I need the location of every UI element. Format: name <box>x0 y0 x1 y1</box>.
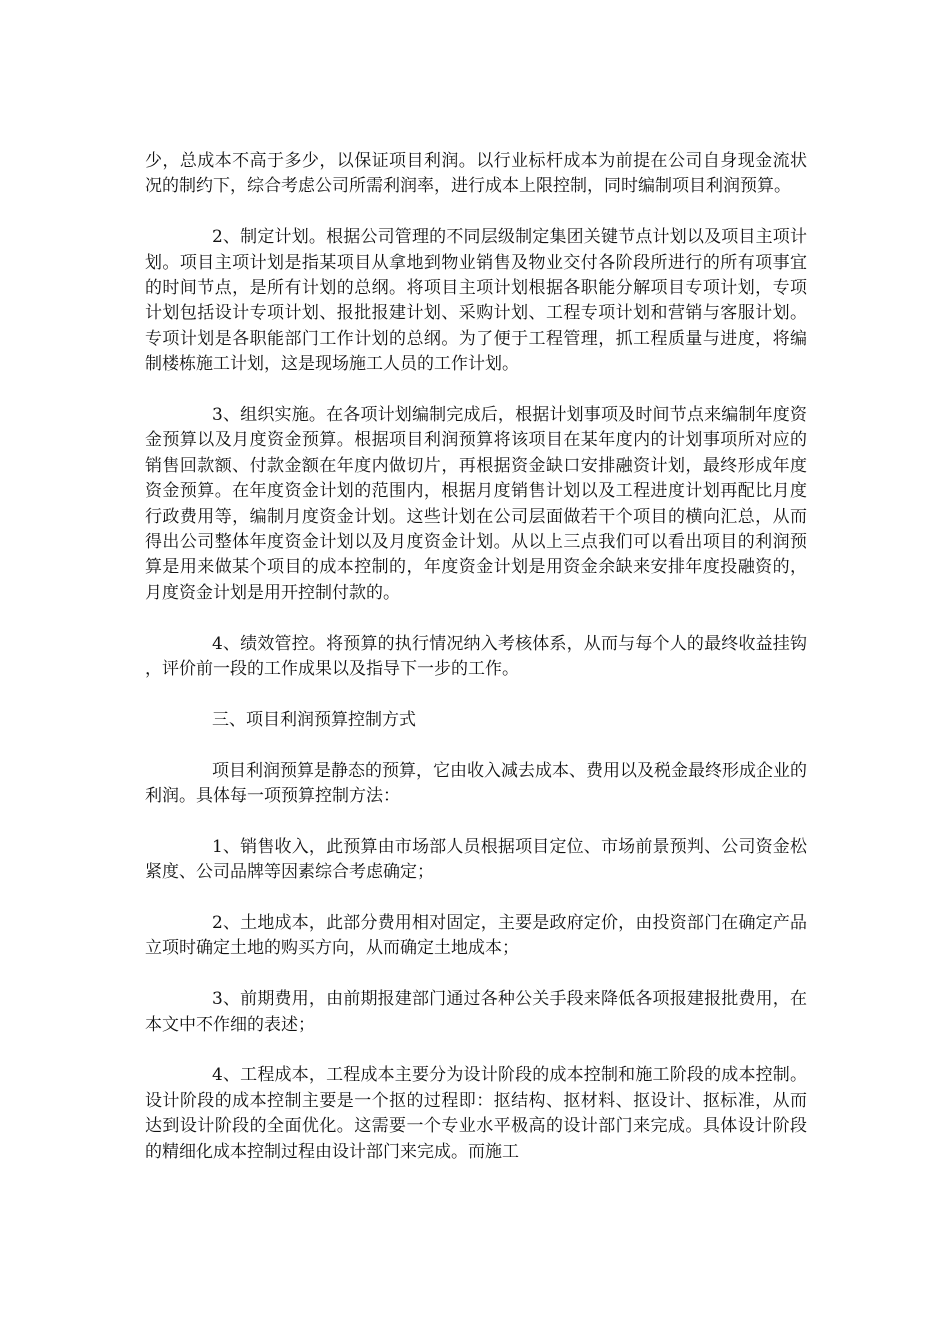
paragraph-profit-budget-intro: 项目利润预算是静态的预算，它由收入减去成本、费用以及税金最终形成企业的利润。具体每一项预算控制方法： <box>145 760 807 807</box>
section-heading-profit-budget-control: 三、项目利润预算控制方式 <box>212 709 416 730</box>
paragraph-engineering-cost: 4、工程成本，工程成本主要分为设计阶段的成本控制和施工阶段的成本控制。设计阶段的成本控制主要是一个抠的过程即：抠结构、抠材料、抠设计、抠标准，从而达到设计阶段的全面优化。这需要一个专业水平极高的设计部门来完成。具体设计阶段的精细化成本控制过程由设计部门来完成。而施工 <box>145 1065 807 1162</box>
paragraph-preliminary-fees: 3、前期费用，由前期报建部门通过各种公关手段来降低各项报建报批费用，在本文中不作细的表述； <box>145 989 807 1035</box>
paragraph-land-cost: 2、土地成本，此部分费用相对固定，主要是政府定价，由投资部门在确定产品立项时确定土地的购买方向，从而确定土地成本； <box>145 913 807 959</box>
paragraph-sales-revenue: 1、销售收入，此预算由市场部人员根据项目定位、市场前景预判、公司资金松紧度、公司品牌等因素综合考虑确定； <box>145 836 807 883</box>
document-body <box>145 149 807 1191</box>
paragraph-performance-control: 4、绩效管控。将预算的执行情况纳入考核体系，从而与每个人的最终收益挂钩，评价前一段的工作成果以及指导下一步的工作。 <box>145 633 807 680</box>
paragraph-make-plan: 2、制定计划。根据公司管理的不同层级制定集团关键节点计划以及项目主项计划。项目主项计划是指某项目从拿地到物业销售及物业交付各阶段所进行的所有项事宜的时间节点，是所有计划的总纲。将项目主项计划根据各职能分解项目专项计划，专项计划包括设计专项计划、报批报建计划、采购计划、工程专项计划和营销与客服计划。专项计划是各职能部门工作计划的总纲。为了便于工程管理，抓工程质量与进度，将编制楼栋施工计划，这是现场施工人员的工作计划。 <box>145 227 807 375</box>
paragraph-organize-implementation: 3、组织实施。在各项计划编制完成后，根据计划事项及时间节点来编制年度资金预算以及月度资金预算。根据项目利润预算将该项目在某年度内的计划事项所对应的销售回款额、付款金额在年度内做切片，再根据资金缺口安排融资计划，最终形成年度资金预算。在年度资金计划的范围内，根据月度销售计划以及工程进度计划再配比月度行政费用等，编制月度资金计划。这些计划在公司层面做若干个项目的横向汇总，从而得出公司整体年度资金计划以及月度资金计划。从以上三点我们可以看出项目的利润预算是用来做某个项目的成本控制的，年度资金计划是用资金余缺来安排年度投融资的，月度资金计划是用开控制付款的。 <box>145 405 807 603</box>
paragraph-cost-limit-continuation: 少，总成本不高于多少，以保证项目利润。以行业标杆成本为前提在公司自身现金流状况的制约下，综合考虑公司所需利润率，进行成本上限控制，同时编制项目利润预算。 <box>145 151 807 197</box>
